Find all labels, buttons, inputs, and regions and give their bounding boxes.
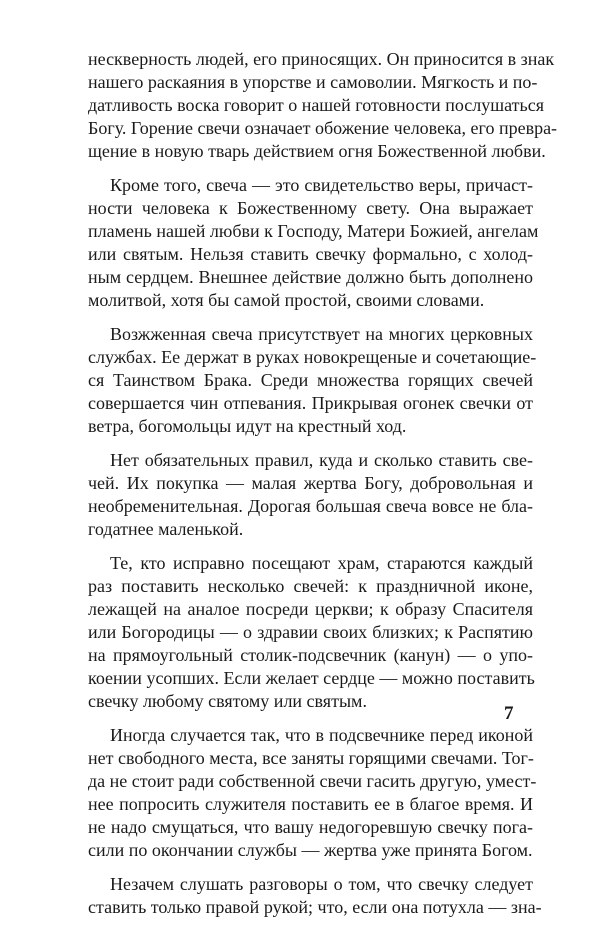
text-line: Кроме того, свеча — это свидетельство веры, причаст- bbox=[110, 175, 533, 195]
paragraph bbox=[88, 174, 539, 312]
text-line: нескверность людей, его приносящих. Он приносится в знак bbox=[88, 49, 555, 69]
paragraph bbox=[88, 873, 542, 919]
text-line: чей. Их покупка — малая жертва Богу, добровольная и bbox=[88, 473, 533, 493]
text-line: нее попросить служителя поставить ее в благое время. И bbox=[88, 794, 533, 814]
text-line: на прямоугольный столик-подсвечник (канун) — о упо- bbox=[88, 645, 533, 665]
text-line: службах. Ее держат в руках новокрещеные и сочетающие- bbox=[88, 347, 537, 367]
text-line: лежащей на аналое посреди церкви; к образу Спасителя bbox=[88, 599, 533, 619]
text-line: раз поставить несколько свечей: к праздничной иконе, bbox=[88, 576, 533, 596]
text-line: Те, кто исправно посещают храм, стараются каждый bbox=[110, 553, 533, 573]
text-line: или Богородицы — о здравии своих близких; к Распятию bbox=[88, 622, 533, 642]
text-line: годатнее маленькой. bbox=[88, 519, 244, 539]
paragraph bbox=[88, 552, 533, 713]
text-line: Незачем слушать разговоры о том, что свечку следует bbox=[110, 874, 533, 894]
text-line: ветра, богомольцы идут на крестный ход. bbox=[88, 416, 407, 436]
text-line: коении усопших. Если желает сердце — можно поставить bbox=[88, 668, 535, 688]
text-line: молитвой, хотя бы самой простой, своими словами. bbox=[88, 290, 485, 310]
text-line: не надо смущаться, что вашу недогоревшую свечку пога- bbox=[88, 817, 533, 837]
text-line: Нет обязательных правил, куда и сколько ставить све- bbox=[110, 450, 533, 470]
text-line: Богу. Горение свечи означает обожение человека, его превра- bbox=[88, 118, 558, 138]
text-line: Иногда случается так, что в подсвечнике перед иконой bbox=[110, 725, 533, 745]
text-line: ным сердцем. Внешнее действие должно быть дополнено bbox=[88, 267, 533, 287]
paragraph bbox=[88, 724, 537, 862]
text-line: свечку любому святому или святым. bbox=[88, 691, 367, 711]
page-number: 7 bbox=[504, 703, 514, 724]
text-line: датливость воска говорит о нашей готовности послушаться bbox=[88, 95, 544, 115]
text-line: нет свободного места, все заняты горящими свечами. Тог- bbox=[88, 748, 534, 768]
text-line: ставить только правой рукой; что, если она потухла — зна- bbox=[88, 897, 542, 917]
text-line: совершается чин отпевания. Прикрывая огонек свечки от bbox=[88, 393, 533, 413]
text-line: ности человека к Божественному свету. Она выражает bbox=[88, 198, 533, 218]
text-line: да не стоит ради собственной свечи гасить другую, умест‐ bbox=[88, 771, 537, 791]
text-line: щение в новую тварь действием огня Божественной любви. bbox=[88, 141, 546, 161]
text-line: сили по окончании службы — жертва уже принята Богом. bbox=[88, 840, 533, 860]
paragraph bbox=[88, 449, 533, 541]
page-body bbox=[88, 48, 558, 930]
paragraph bbox=[88, 323, 537, 438]
text-line: Возжженная свеча присутствует на многих церковных bbox=[110, 324, 533, 344]
text-line: нашего раскаяния в упорстве и самоволии. Мягкость и по- bbox=[88, 72, 538, 92]
text-line: или святым. Нельзя ставить свечку формально, с холод- bbox=[88, 244, 533, 264]
text-line: ся Таинством Брака. Среди множества горящих свечей bbox=[88, 370, 533, 390]
paragraph bbox=[88, 48, 558, 163]
text-line: необременительная. Дорогая большая свеча вовсе не бла- bbox=[88, 496, 533, 516]
text-line: пламень нашей любви к Господу, Матери Божией, ангелам bbox=[88, 221, 539, 241]
